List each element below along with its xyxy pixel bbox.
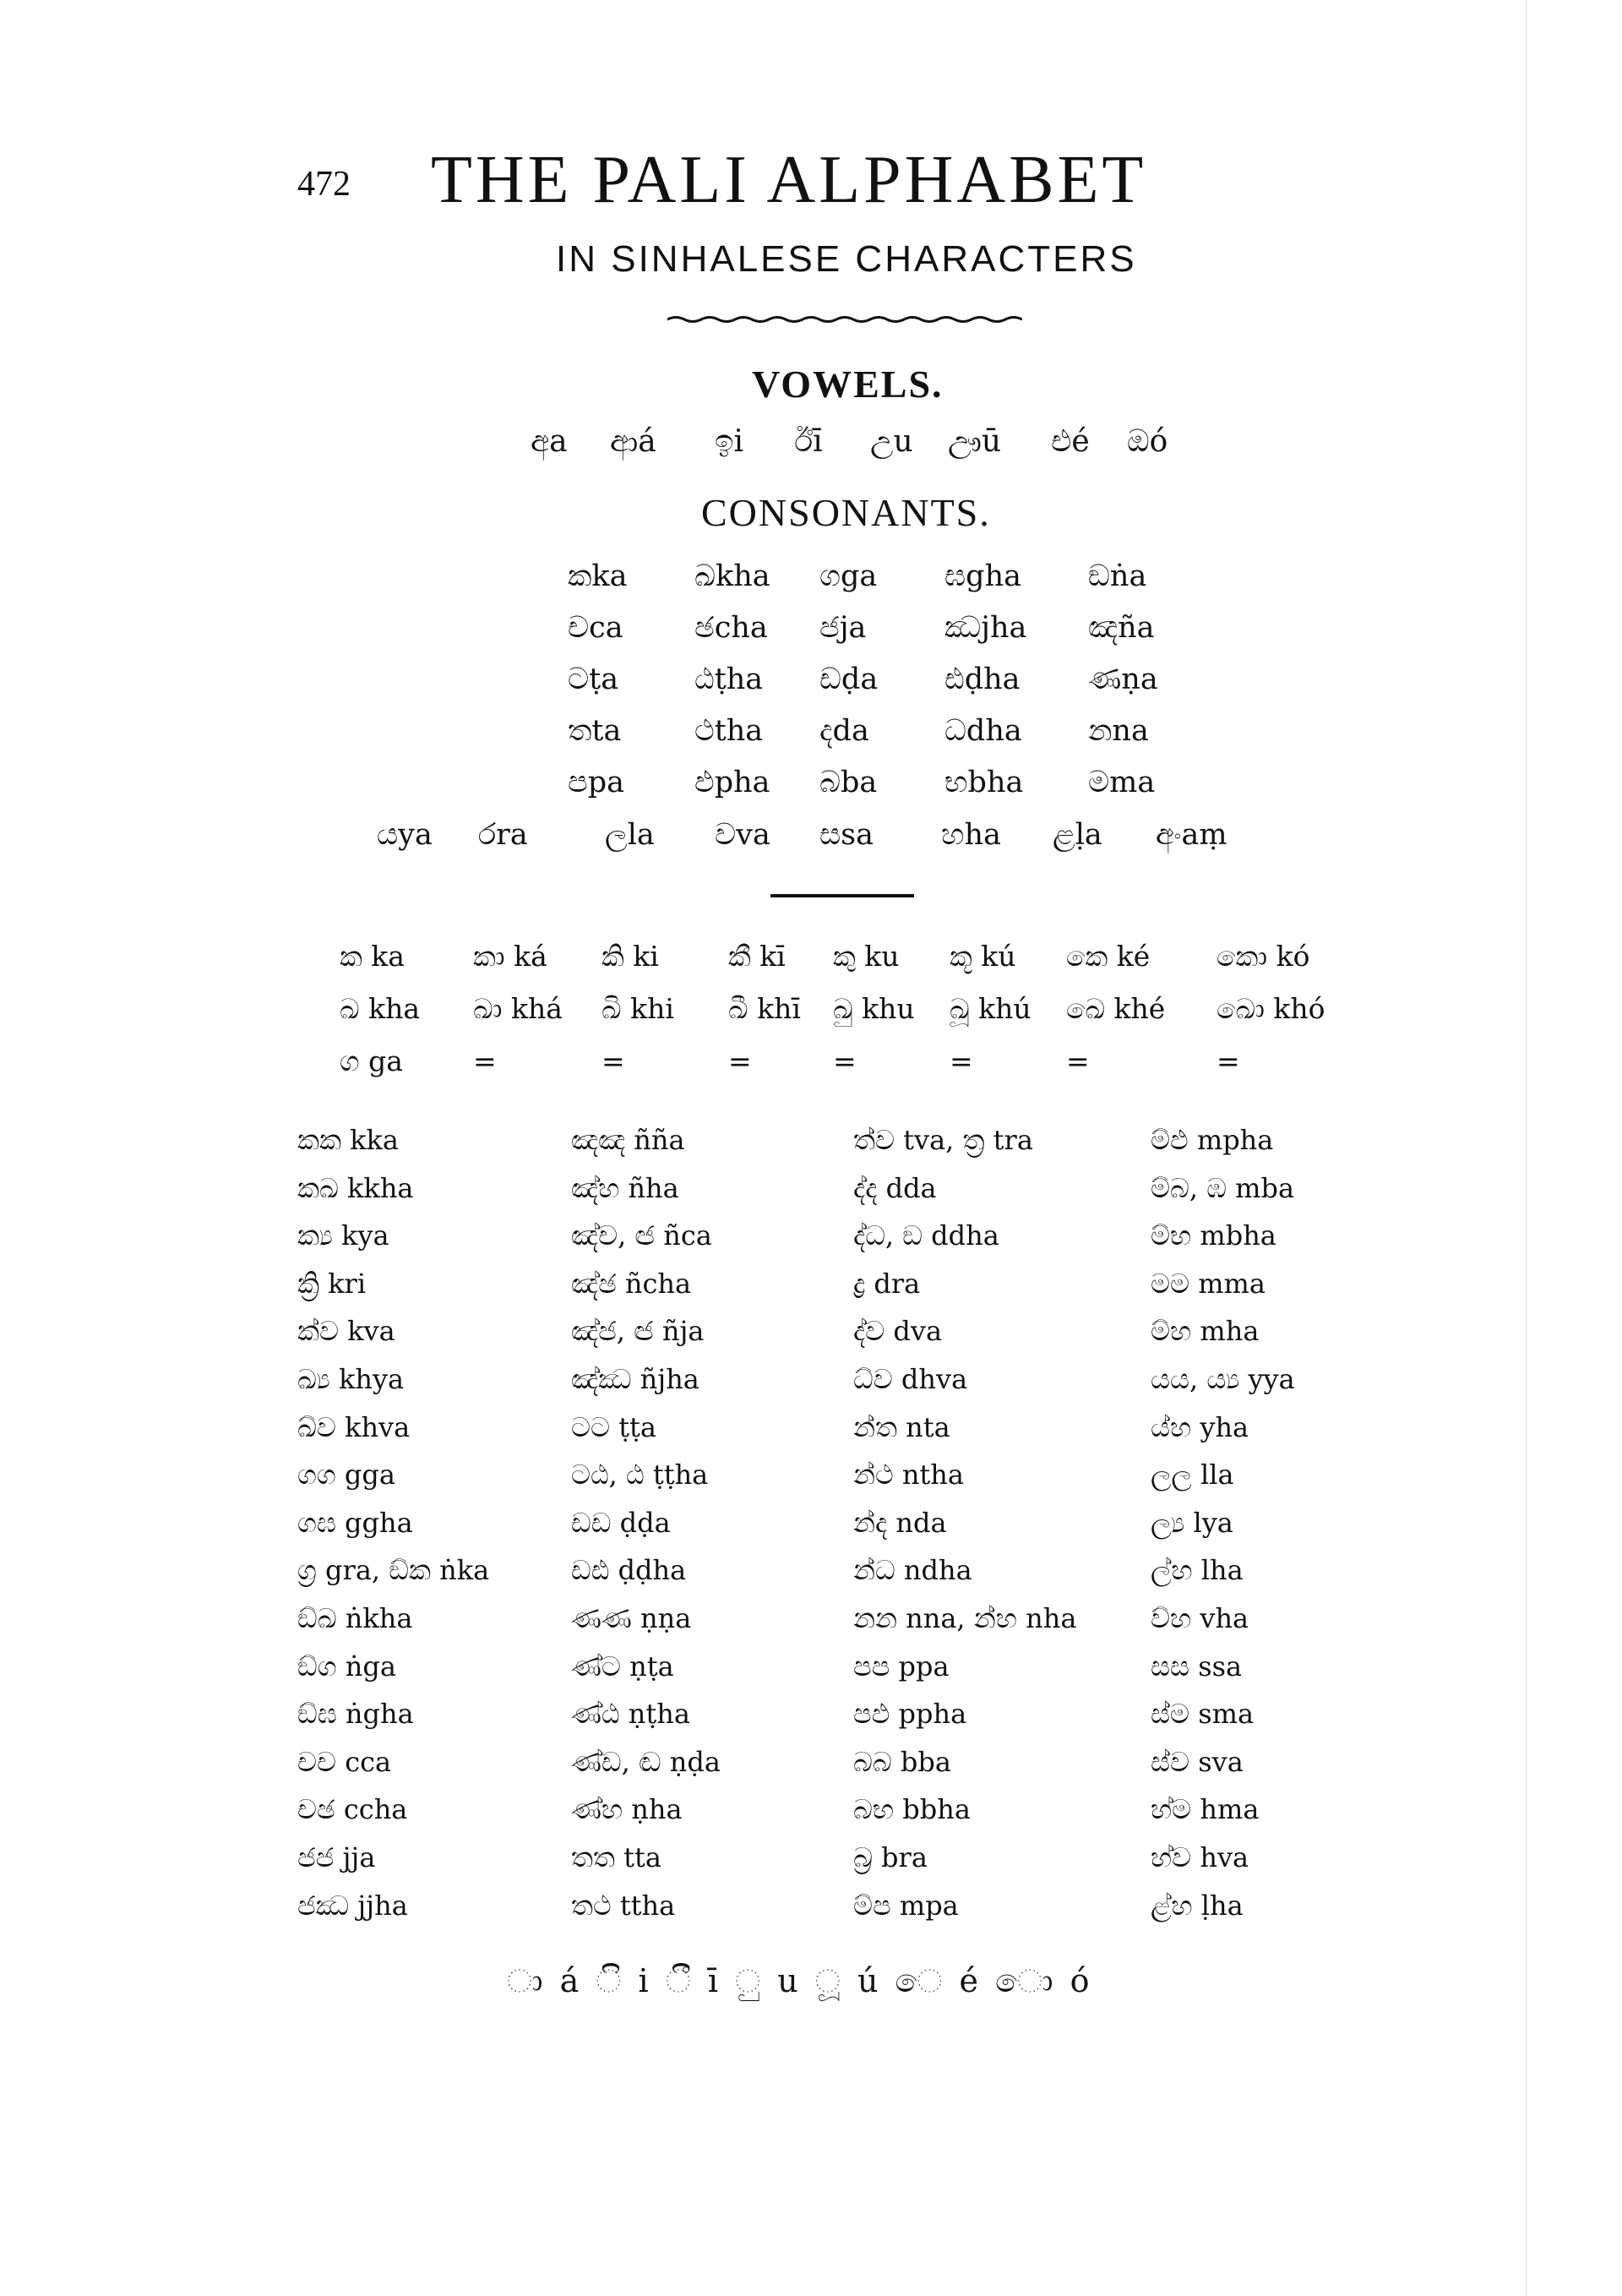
conjunct-cell: කඛ kkha	[297, 1171, 414, 1204]
vowel-mark-cell: =	[1066, 1044, 1090, 1077]
conjunct-cell: ම්හ mha	[1151, 1315, 1260, 1348]
conjunct-cell: බභ bbha	[853, 1793, 971, 1826]
consonant-cell: ජja	[819, 611, 867, 645]
conjunct-cell: ය්හ yha	[1151, 1410, 1249, 1443]
conjunct-cell: ස්ම sma	[1151, 1698, 1255, 1731]
consonant-cell: ටṭa	[568, 663, 619, 696]
conjunct-cell: ද්ධ, ඞ ddha	[853, 1219, 999, 1252]
vowel-mark-cell: =	[1216, 1044, 1240, 1077]
consonant-cell: ඣjha	[944, 611, 1027, 645]
vowels-heading: VOWELS.	[752, 363, 944, 406]
conjunct-cell: ඤඤ ñña	[571, 1124, 685, 1156]
consonant-cell: ඪḍha	[944, 663, 1021, 696]
conjunct-cell: ජජ jja	[297, 1841, 376, 1873]
conjunct-cell: ඤ්ඣ ñjha	[571, 1363, 699, 1395]
vowel-item: එé	[1051, 424, 1090, 459]
consonant-cell: ඛkha	[694, 559, 770, 593]
conjunct-cell: ද්‍ර dra	[853, 1267, 921, 1300]
conjunct-cell: ම්ප mpa	[853, 1889, 959, 1922]
conjunct-cell: හ්ම hma	[1151, 1793, 1260, 1826]
conjunct-cell: ටඨ, ඨ ṭṭha	[571, 1459, 709, 1492]
conjunct-cell: ත්ව tva, ත්‍ර tra	[853, 1124, 1033, 1156]
consonant-cell: ණṇa	[1088, 663, 1158, 696]
conjunct-cell: න්ථ ntha	[853, 1459, 964, 1492]
conjunct-cell: ගග gga	[297, 1459, 395, 1492]
consonant-cell: ළḷa	[1053, 818, 1102, 852]
vowel-mark-cell: කො kó	[1216, 940, 1310, 973]
conjunct-cell: න්ධ ndha	[853, 1554, 972, 1587]
vowel-item: අa	[531, 424, 568, 459]
conjunct-cell: න්ත nta	[853, 1410, 950, 1443]
consonant-cell: ඩḍa	[819, 663, 879, 696]
conjunct-cell: චච cca	[297, 1745, 392, 1778]
vowel-item: ඌū	[948, 424, 1002, 459]
vowel-mark-cell: ඛී khī	[728, 992, 801, 1025]
conjunct-cell: ඩඪ ḍḍha	[571, 1554, 687, 1587]
footer-vowel-marks: ා á ි i ී ī ු u ූ ú ෙ é ො ó	[507, 1962, 1093, 1999]
consonant-cell: පpa	[568, 766, 624, 799]
consonant-cell: චca	[568, 611, 623, 645]
vowel-mark-cell: ඛ kha	[340, 992, 421, 1025]
vowel-mark-cell: කා ká	[473, 940, 547, 973]
conjunct-cell: ණ්ඩ, ඬ ṇḍa	[571, 1745, 721, 1778]
page-edge	[1526, 0, 1527, 2296]
consonant-cell: භbha	[944, 766, 1024, 799]
consonant-cell: ඨṭha	[694, 663, 764, 696]
conjunct-cell: තථ ttha	[571, 1889, 676, 1922]
conjunct-cell: නන nna, න්හ nha	[853, 1602, 1077, 1634]
vowel-item: උu	[870, 424, 913, 459]
consonant-cell: කka	[568, 559, 628, 593]
conjunct-cell: ළ්හ ḷha	[1151, 1889, 1244, 1922]
conjunct-cell: ම්ඵ mpha	[1151, 1124, 1274, 1156]
conjunct-cell: පප ppa	[853, 1650, 950, 1682]
consonant-cell: දda	[819, 714, 869, 748]
conjunct-cell: ටට ṭṭa	[571, 1410, 656, 1443]
vowel-mark-cell: =	[833, 1044, 857, 1077]
conjunct-cell: ල්‍ය lya	[1151, 1506, 1233, 1539]
conjunct-cell: ඤ්ඡ ñcha	[571, 1267, 692, 1300]
conjunct-cell: ඤ්හ ñha	[571, 1171, 679, 1204]
consonant-cell: මma	[1088, 766, 1156, 799]
conjunct-cell: සස ssa	[1151, 1650, 1243, 1682]
conjunct-cell: ණ්ට ṇṭa	[571, 1650, 674, 1682]
conjunct-cell: ග්‍ර gra, ඞ්ක ṅka	[297, 1554, 490, 1587]
vowel-mark-cell: කි ki	[601, 940, 659, 973]
vowel-mark-cell: ග ga	[340, 1044, 403, 1077]
conjunct-cell: ස්ව sva	[1151, 1745, 1244, 1778]
vowel-item: ඊī	[794, 424, 823, 459]
vowel-mark-cell: ඛු khu	[833, 992, 915, 1025]
wavy-rule-divider	[667, 314, 1022, 324]
conjunct-cell: ණ්ඨ ṇṭha	[571, 1698, 690, 1731]
conjunct-cell: කක kka	[297, 1124, 399, 1156]
vowel-mark-cell: ඛෙ khé	[1066, 992, 1166, 1025]
vowel-mark-cell: ක ka	[340, 940, 405, 973]
conjunct-cell: බ්‍ර bra	[853, 1841, 928, 1873]
conjunct-cell: ම්බ, ඹ mba	[1151, 1171, 1295, 1204]
consonant-cell: ඵpha	[694, 766, 770, 799]
conjunct-cell: මම mma	[1151, 1267, 1265, 1300]
vowel-mark-cell: කූ kú	[950, 940, 1016, 973]
section-rule	[770, 894, 914, 897]
vowel-mark-cell: කු ku	[833, 940, 900, 973]
conjunct-cell: ඞ්ඛ ṅkha	[297, 1602, 413, 1634]
consonant-cell: වva	[715, 818, 770, 852]
conjunct-cell: යය, ය්‍ය yya	[1151, 1363, 1295, 1395]
page-subtitle: IN SINHALESE CHARACTERS	[556, 238, 1137, 280]
vowel-mark-cell: =	[473, 1044, 497, 1077]
conjunct-cell: ඞ්ඝ ṅgha	[297, 1698, 414, 1731]
page-title: THE PALI ALPHABET	[431, 143, 1147, 217]
vowel-mark-cell: ඛූ khú	[950, 992, 1031, 1025]
consonant-cell: ඡcha	[694, 611, 768, 645]
vowel-mark-cell: =	[950, 1044, 973, 1077]
vowel-mark-cell: ඛි khi	[601, 992, 674, 1025]
conjunct-cell: ල්හ lha	[1151, 1554, 1244, 1587]
conjunct-cell: ඞ්ග ṅga	[297, 1650, 396, 1682]
conjunct-cell: බබ bba	[853, 1745, 951, 1778]
consonant-cell: නna	[1088, 714, 1149, 748]
conjunct-cell: ඛ්‍ය khya	[297, 1363, 405, 1395]
vowel-item: ඔó	[1127, 424, 1168, 459]
conjunct-cell: ණණ ṇṇa	[571, 1602, 692, 1634]
conjunct-cell: ලල lla	[1151, 1459, 1234, 1492]
vowel-mark-cell: ඛො khó	[1216, 992, 1325, 1025]
conjunct-cell: ක්‍ය kya	[297, 1219, 389, 1252]
consonant-cell: රra	[478, 818, 528, 852]
vowel-mark-cell: ඛා khá	[473, 992, 563, 1025]
conjunct-cell: පඵ ppha	[853, 1698, 967, 1731]
conjunct-cell: ණ්හ ṇha	[571, 1793, 683, 1826]
page-number: 472	[297, 165, 351, 204]
conjunct-cell: ගඝ ggha	[297, 1506, 413, 1539]
conjunct-cell: ද්ව dva	[853, 1315, 943, 1348]
consonant-cell: ඝgha	[944, 559, 1021, 593]
vowel-mark-cell: =	[728, 1044, 752, 1077]
conjunct-cell: ම්භ mbha	[1151, 1219, 1276, 1252]
consonant-cell: ථtha	[694, 714, 764, 748]
vowel-mark-cell: කෙ ké	[1066, 940, 1151, 973]
consonants-heading: CONSONANTS.	[701, 491, 991, 534]
consonant-cell: ලla	[605, 818, 655, 852]
consonant-cell: බba	[819, 766, 878, 799]
consonant-cell: ඞṅa	[1088, 559, 1147, 593]
conjunct-cell: ව්හ vha	[1151, 1602, 1249, 1634]
conjunct-cell: ක්ව kva	[297, 1315, 395, 1348]
conjunct-cell: න්ද nda	[853, 1506, 947, 1539]
conjunct-cell: ද්ද dda	[853, 1171, 937, 1204]
consonant-cell: අංaṃ	[1156, 818, 1227, 852]
consonant-cell: ඤña	[1088, 611, 1155, 645]
consonant-cell: හha	[941, 818, 1001, 852]
vowel-mark-cell: කී kī	[728, 940, 786, 973]
conjunct-cell: ජඣ jjha	[297, 1889, 408, 1922]
conjunct-cell: ඤ්ජ, ඦ ñja	[571, 1315, 705, 1348]
conjunct-cell: ඛ්ව khva	[297, 1410, 411, 1443]
conjunct-cell: චඡ ccha	[297, 1793, 408, 1826]
consonant-cell: ධdha	[944, 714, 1022, 748]
vowel-item: ඉi	[715, 424, 744, 459]
conjunct-cell: ක්‍රි kri	[297, 1267, 367, 1300]
conjunct-cell: හ්ව hva	[1151, 1841, 1249, 1873]
consonant-cell: සsa	[819, 818, 874, 852]
consonant-cell: තta	[568, 714, 622, 748]
vowel-mark-cell: =	[601, 1044, 625, 1077]
conjunct-cell: ධ්ව dhva	[853, 1363, 968, 1395]
vowel-item: ආá	[610, 424, 656, 459]
consonant-cell: ගga	[819, 559, 878, 593]
conjunct-cell: ඩඩ ḍḍa	[571, 1506, 671, 1539]
consonant-cell: යya	[377, 818, 433, 852]
conjunct-cell: තත tta	[571, 1841, 661, 1873]
conjunct-cell: ඤ්ච, ඦ ñca	[571, 1219, 712, 1252]
